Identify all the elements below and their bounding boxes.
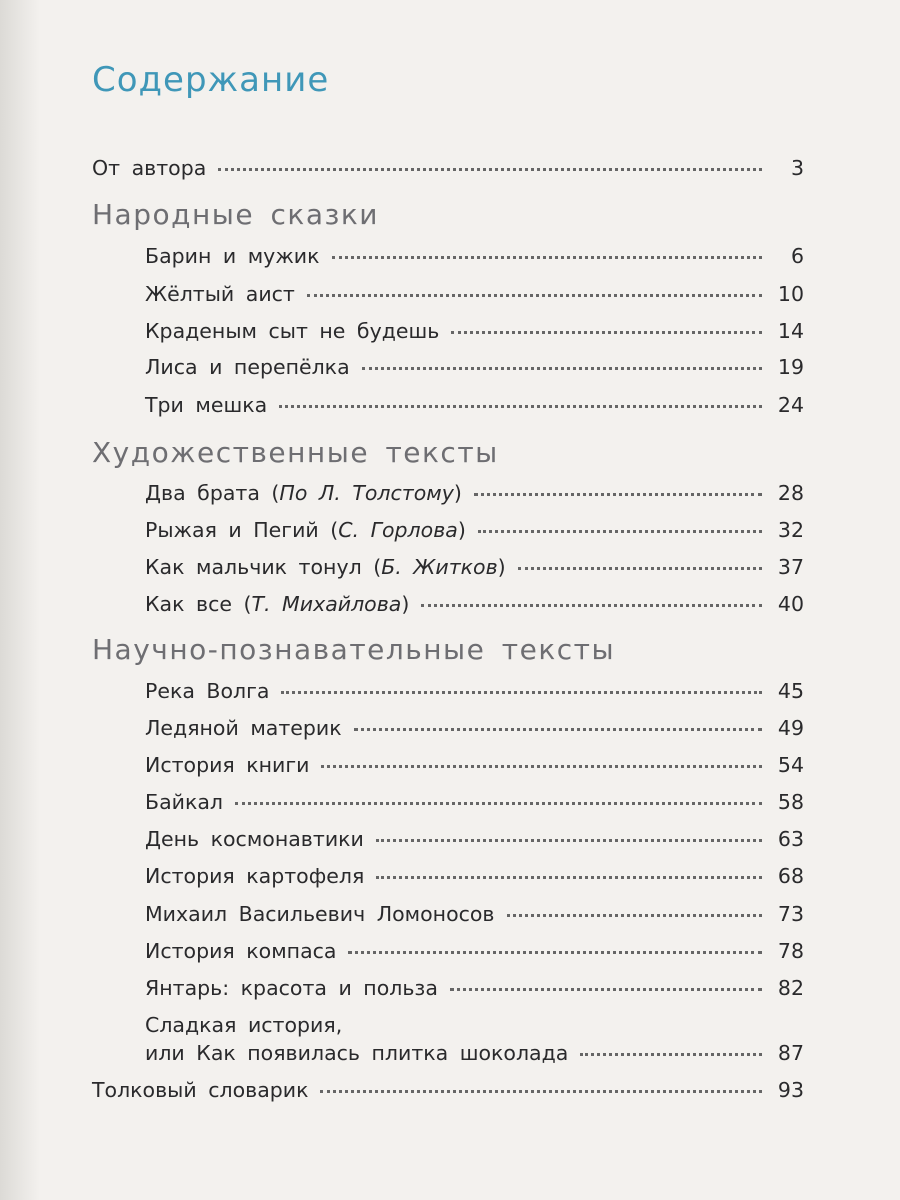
dot-leader [518,567,762,570]
toc-page-number: 82 [777,976,804,1000]
toc-entry-label: Барин и мужик [145,244,320,268]
toc-entry-intro[interactable] [92,154,804,182]
toc-entry[interactable] [145,479,804,507]
toc-entry[interactable] [145,974,804,1002]
dot-leader [348,951,762,954]
toc-entry[interactable] [145,751,804,779]
toc-page-number: 58 [777,790,804,814]
toc-page-number: 28 [777,481,804,505]
dot-leader [451,331,762,334]
toc-page-number: 87 [777,1041,804,1065]
dot-leader [307,294,762,297]
toc-page-number: 68 [777,864,804,888]
toc-entry[interactable] [145,590,804,618]
toc-page-number: 6 [790,244,804,268]
toc-page-number: 40 [777,592,804,616]
toc-entry-label: Толковый словарик [92,1078,309,1102]
section-heading-fiction: Художественные тексты [92,436,499,469]
toc-entry[interactable] [145,553,804,581]
toc-entry-author: По Л. Толстому [279,481,454,505]
dot-leader [507,914,762,917]
dot-leader [321,765,762,768]
toc-entry[interactable] [145,317,804,345]
toc-entry-label: История картофеля [145,864,365,888]
toc-entry-label: Рыжая и Пегий (С. Горлова) [145,518,466,542]
dot-leader [354,728,762,731]
toc-entry-glossary[interactable] [92,1076,804,1104]
toc-entry-label: Краденым сыт не будешь [145,319,440,343]
toc-entry-label: Два брата (По Л. Толстому) [145,481,462,505]
toc-page-number: 54 [777,753,804,777]
toc-entry[interactable] [145,242,804,270]
dot-leader [332,256,763,259]
toc-page-number: 10 [777,282,804,306]
toc-entry-label: или Как появилась плитка шоколада [145,1041,569,1065]
dot-leader [320,1090,762,1093]
toc-entry-label: Михаил Васильевич Ломоносов [145,902,495,926]
toc-entry-author: С. Горлова [338,518,458,542]
toc-entry[interactable] [145,516,804,544]
toc-page-number: 45 [777,679,804,703]
dot-leader [580,1053,762,1056]
dot-leader [421,604,762,607]
dot-leader [376,876,762,879]
toc-entry-label: Ледяной материк [145,716,342,740]
toc-entry-label: Три мешка [145,393,268,417]
toc-page-number: 24 [777,393,804,417]
page-title: Содержание [92,60,330,100]
toc-entry-label: История компаса [145,939,337,963]
toc-page-number: 37 [777,555,804,579]
toc-entry-label: Река Волга [145,679,270,703]
toc-page-number: 63 [777,827,804,851]
toc-entry[interactable] [145,900,804,928]
toc-entry-label: От автора [92,156,207,180]
toc-page-number: 14 [777,319,804,343]
toc-entry[interactable] [145,788,804,816]
toc-entry-label: День космонавтики [145,827,364,851]
toc-entry[interactable] [145,280,804,308]
toc-page-number: 3 [790,156,804,180]
toc-entry-first-line[interactable]: Сладкая история, [145,1013,343,1037]
dot-leader [478,530,762,533]
dot-leader [218,168,762,171]
toc-entry[interactable] [145,862,804,890]
toc-entry[interactable] [145,1039,804,1067]
toc-entry-label: Как мальчик тонул (Б. Житков) [145,555,506,579]
toc-page-number: 32 [777,518,804,542]
toc-page-number: 19 [777,355,804,379]
dot-leader [474,493,762,496]
toc-entry[interactable] [145,714,804,742]
toc-entry-author: Т. Михайлова [251,592,402,616]
toc-entry[interactable] [145,391,804,419]
toc-entry[interactable] [145,937,804,965]
toc-entry-label: Лиса и перепёлка [145,355,350,379]
toc-page-number: 78 [777,939,804,963]
dot-leader [279,405,762,408]
toc-entry[interactable] [145,677,804,705]
page-fold-shadow [0,0,40,1200]
dot-leader [281,691,762,694]
section-heading-folk-tales: Народные сказки [92,198,379,231]
dot-leader [235,802,762,805]
section-heading-science: Научно-познавательные тексты [92,633,616,666]
toc-page-number: 93 [777,1078,804,1102]
toc-page-number: 73 [777,902,804,926]
toc-entry-label: Янтарь: красота и польза [145,976,438,1000]
toc-entry[interactable] [145,825,804,853]
toc-page-number: 49 [777,716,804,740]
toc-entry-label: Как все (Т. Михайлова) [145,592,410,616]
dot-leader [362,367,762,370]
toc-entry-author: Б. Житков [381,555,498,579]
toc-entry-label: История книги [145,753,310,777]
toc-entry-label: Жёлтый аист [145,282,295,306]
dot-leader [376,839,762,842]
toc-entry[interactable] [145,353,804,381]
toc-entry-label: Байкал [145,790,223,814]
dot-leader [450,988,762,991]
